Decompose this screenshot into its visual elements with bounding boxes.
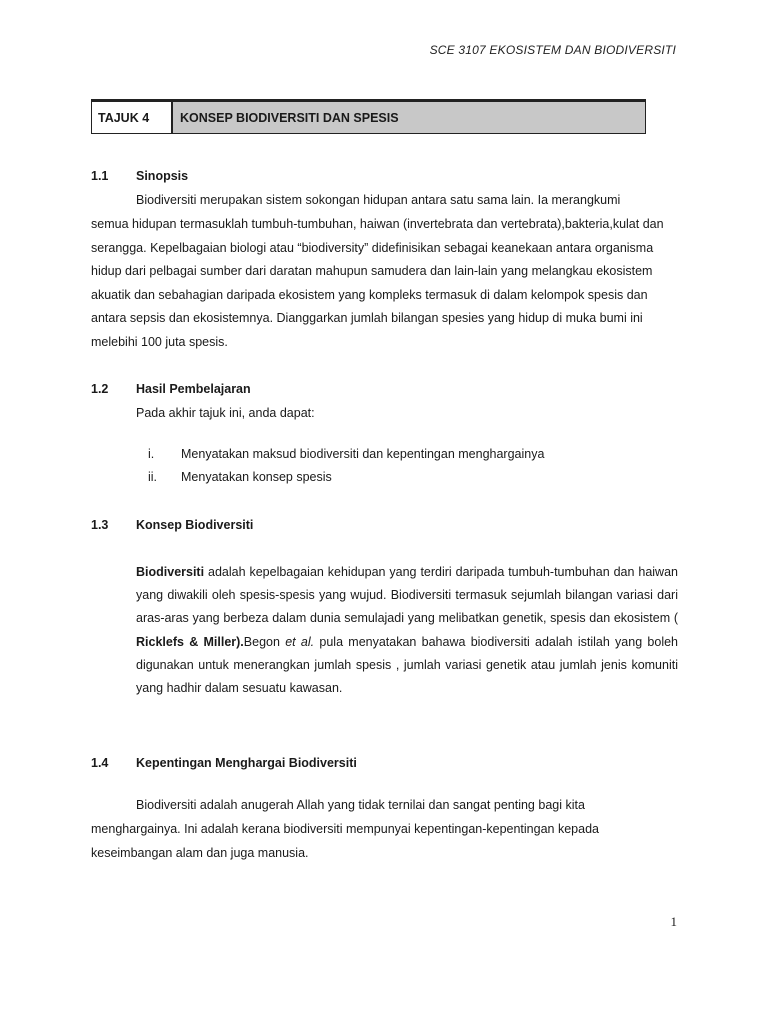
konsep-biodiversiti-paragraph — [136, 561, 678, 700]
topic-box — [91, 99, 646, 134]
section-number: 1.3 — [91, 518, 109, 532]
section-number: 1.4 — [91, 756, 109, 770]
list-item — [148, 466, 544, 489]
sinopsis-first-line: Biodiversiti merupakan sistem sokongan hidupan antara satu sama lain. Ia merangkumi — [136, 193, 621, 207]
kepentingan-paragraph: menghargainya. Ini adalah kerana biodiversiti mempunyai kepentingan-kepentingan kepada keseimbangan alam dan juga manusia. — [91, 822, 599, 860]
section-number: 1.2 — [91, 382, 109, 396]
learning-outcomes-list — [148, 443, 544, 489]
paragraph-text: Begon — [243, 634, 286, 649]
learning-outcomes-intro: Pada akhir tajuk ini, anda dapat: — [136, 406, 315, 420]
paragraph-text: adalah kepelbagaian kehidupan yang terdiri daripada tumbuh-tumbuhan dan haiwan yang diwakili oleh spesis-spesis yang wujud. Biodiversiti termasuk sejumlah bilangan variasi dari aras-aras yang berbeza dalam dunia semulajadi yang melibatkan genetik, spesis dan ekosistem ( — [136, 565, 678, 626]
section-title: Hasil Pembelajaran — [136, 382, 251, 396]
section-number: 1.1 — [91, 169, 109, 183]
list-marker: i. — [148, 447, 155, 461]
term-biodiversiti: Biodiversiti — [136, 565, 205, 579]
kepentingan-first-line: Biodiversiti adalah anugerah Allah yang tidak ternilai dan sangat penting bagi kita — [136, 798, 585, 812]
sinopsis-paragraph: semua hidupan termasuklah tumbuh-tumbuhan, haiwan (invertebrata dan vertebrata),bakteria,kulat dan serangga. Kepelbagaian biologi atau “biodiversity” didefinisikan sebagai keanekaan antara organisma hidup dari pelbagai sumber dari daratan mahupun samudera dan lain-lain yang melangkau ekosistem akuatik dan sebahagian daripada ekosistem yang kompleks termasuk di dalam kelompok spesis dan antara sepsis dan ekosistemnya. Dianggarkan jumlah bilangan spesies yang hidup di muka bumi ini melebihi 100 juta spesis. — [91, 217, 664, 349]
section-heading-kepentingan — [91, 756, 357, 770]
et-al: et al. — [285, 634, 315, 649]
topic-title: KONSEP BIODIVERSITI DAN SPESIS — [173, 102, 645, 133]
topic-label: TAJUK 4 — [92, 102, 173, 133]
running-header: SCE 3107 EKOSISTEM DAN BIODIVERSITI — [429, 43, 676, 57]
list-item-text: Menyatakan konsep spesis — [181, 470, 332, 484]
list-marker: ii. — [148, 470, 158, 484]
section-title: Sinopsis — [136, 169, 189, 183]
section-heading-konsep-biodiversiti — [91, 518, 253, 532]
list-item — [148, 443, 544, 466]
section-title: Kepentingan Menghargai Biodiversiti — [136, 756, 357, 770]
section-heading-hasil-pembelajaran — [91, 382, 251, 396]
list-item-text: Menyatakan maksud biodiversiti dan kepentingan menghargainya — [181, 447, 545, 461]
page-number: 1 — [670, 914, 677, 929]
paragraph-text: pula menyatakan bahawa biodiversiti adalah istilah yang boleh digunakan untuk menerangkan jumlah spesis , jumlah variasi genetik atau jumlah jenis komuniti yang hadhir dalam sesuatu kawasan. — [136, 634, 679, 696]
citation: Ricklefs & Miller). — [136, 634, 244, 649]
section-heading-sinopsis — [91, 169, 188, 183]
section-title: Konsep Biodiversiti — [136, 518, 254, 532]
